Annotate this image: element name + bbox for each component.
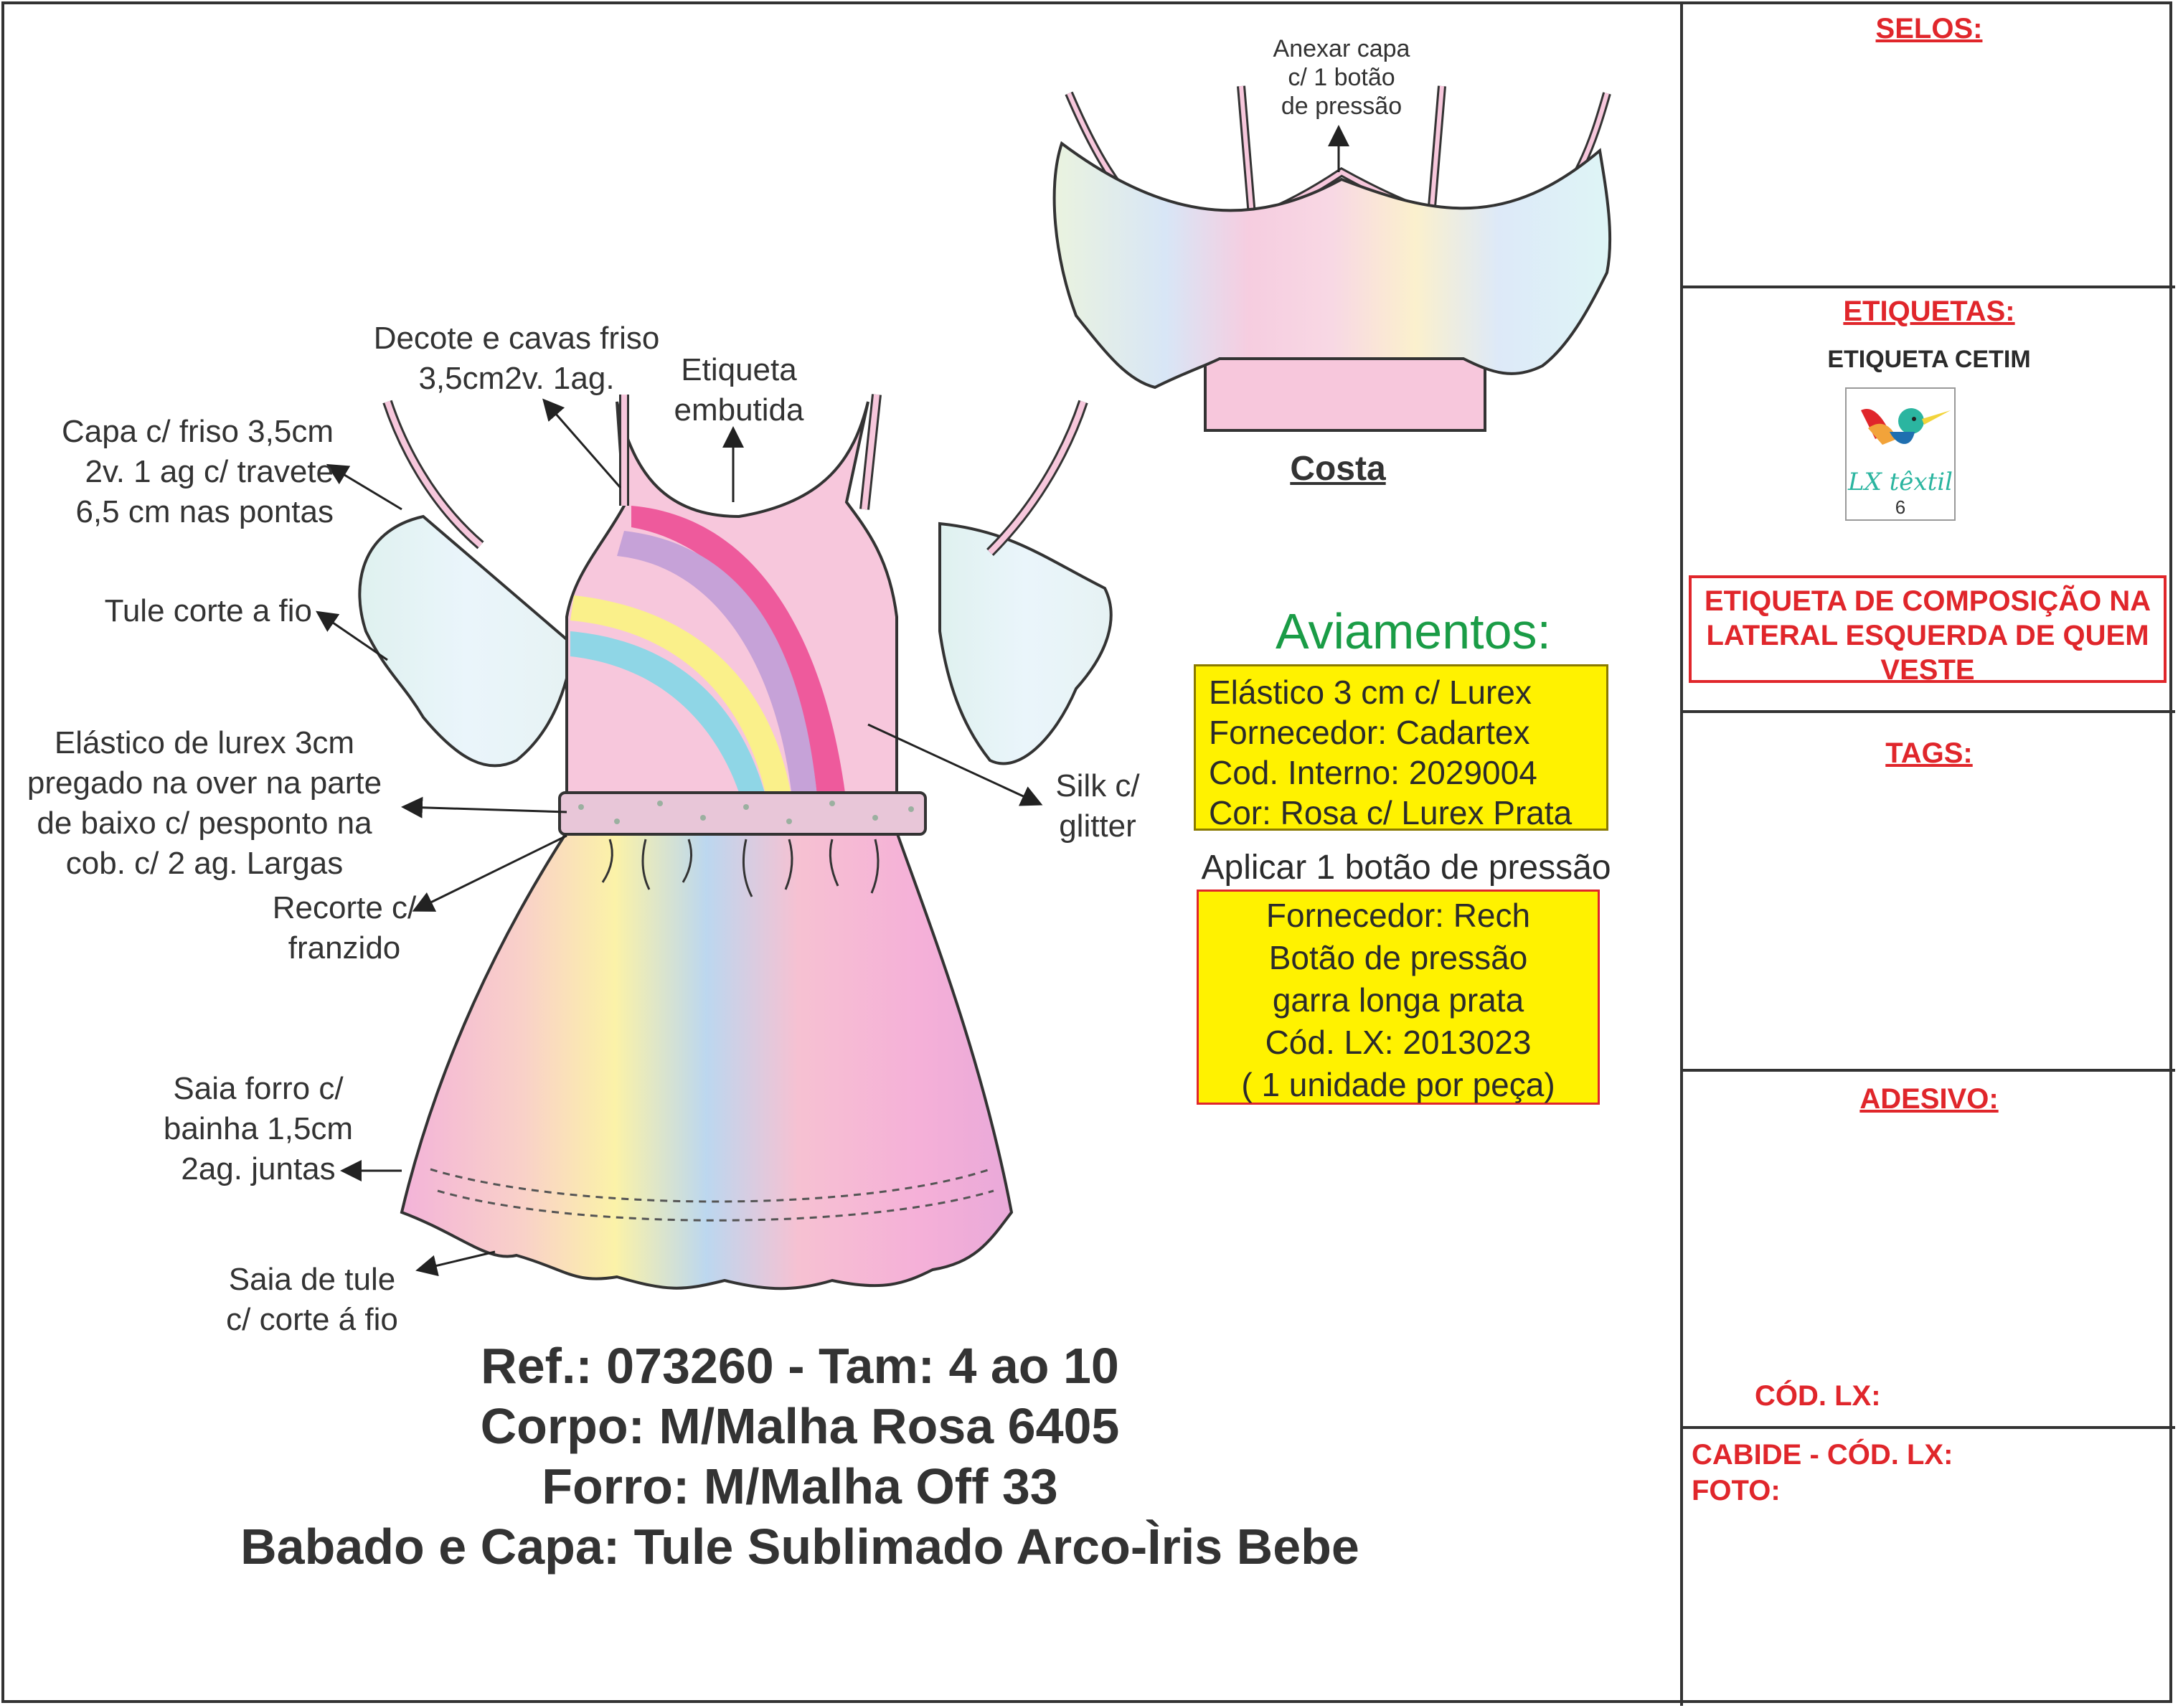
composicao-notice: ETIQUETA DE COMPOSIÇÃO NA LATERAL ESQUERDA DE QUEM VESTE bbox=[1689, 575, 2167, 683]
annotation-capa: Capa c/ friso 3,5cm 2v. 1 ag c/ travete 6,5 cm nas pontas bbox=[61, 414, 334, 529]
sidebar-selos: SELOS: bbox=[1875, 13, 1983, 44]
aviamentos-title: Aviamentos: bbox=[1276, 603, 1551, 659]
sidebar-tags: TAGS: bbox=[1885, 737, 1973, 769]
reference-line-3: Forro: M/Malha Off 33 bbox=[542, 1458, 1058, 1514]
aviamentos-box2-line: Cód. LX: 2013023 bbox=[1265, 1024, 1532, 1061]
aviamentos-box2-line: ( 1 unidade por peça) bbox=[1241, 1066, 1555, 1103]
back-view-label: Costa bbox=[1290, 450, 1386, 488]
aviamentos-box1-line: Fornecedor: Cadartex bbox=[1209, 714, 1530, 751]
sidebar-foto: FOTO: bbox=[1692, 1475, 1781, 1506]
sidebar-cabide: CABIDE - CÓD. LX: bbox=[1692, 1439, 1953, 1471]
annotation-etiqueta-embutida: Etiqueta embutida bbox=[674, 352, 804, 428]
annotation-recorte: Recorte c/ franzido bbox=[272, 890, 417, 966]
hummingbird-logo-icon bbox=[1847, 389, 1954, 468]
aviamentos-box-elastico bbox=[1194, 664, 1608, 831]
aviamentos-box2-line: Botão de pressão bbox=[1268, 939, 1528, 976]
etiqueta-cetim-label: ETIQUETA CETIM bbox=[1827, 346, 2031, 373]
logo-text: LX têxtil bbox=[1848, 468, 1953, 496]
aviamentos-box1-line: Cod. Interno: 2029004 bbox=[1209, 754, 1537, 791]
aviamentos-aplicar: Aplicar 1 botão de pressão bbox=[1201, 849, 1611, 887]
annotation-anexar-capa: Anexar capa c/ 1 botão de pressão bbox=[1273, 35, 1410, 120]
aviamentos-box1-line: Cor: Rosa c/ Lurex Prata bbox=[1209, 794, 1573, 831]
aviamentos-box2-line: garra longa prata bbox=[1272, 981, 1524, 1019]
reference-line-1: Ref.: 073260 - Tam: 4 ao 10 bbox=[481, 1338, 1119, 1394]
annotation-saia-tule: Saia de tule c/ corte á fio bbox=[226, 1262, 398, 1337]
aviamentos-box1-line: Elástico 3 cm c/ Lurex bbox=[1209, 674, 1532, 711]
annotation-silk: Silk c/ glitter bbox=[1055, 768, 1140, 844]
aviamentos-box2-line: Fornecedor: Rech bbox=[1265, 897, 1531, 934]
reference-line-4: Babado e Capa: Tule Sublimado Arco-Ìris Bebe bbox=[240, 1519, 1359, 1575]
sidebar-rule-2 bbox=[1680, 710, 2175, 713]
sidebar-etiquetas: ETIQUETAS: bbox=[1843, 296, 2015, 327]
sidebar-rule-1 bbox=[1680, 286, 2175, 288]
annotation-tule: Tule corte a fio bbox=[104, 593, 312, 628]
reference-line-2: Corpo: M/Malha Rosa 6405 bbox=[480, 1398, 1120, 1454]
sidebar-adesivo: ADESIVO: bbox=[1859, 1083, 1999, 1115]
sidebar-rule-3 bbox=[1680, 1069, 2175, 1072]
etiqueta-cetim-card bbox=[1845, 387, 1956, 521]
sidebar-cod-lx: CÓD. LX: bbox=[1755, 1380, 1881, 1412]
annotation-saia-forro: Saia forro c/ bainha 1,5cm 2ag. juntas bbox=[163, 1071, 354, 1186]
annotation-elastico: Elástico de lurex 3cm pregado na over na parte de baixo c/ pesponto na cob. c/ 2 ag. Largas bbox=[27, 725, 382, 881]
aviamentos-box-botao bbox=[1197, 890, 1600, 1105]
label-size: 6 bbox=[1895, 496, 1906, 518]
sidebar-divider bbox=[1680, 1, 1683, 1706]
sidebar-rule-4 bbox=[1680, 1426, 2175, 1429]
annotation-decote: Decote e cavas friso 3,5cm2v. 1ag. bbox=[373, 321, 660, 396]
